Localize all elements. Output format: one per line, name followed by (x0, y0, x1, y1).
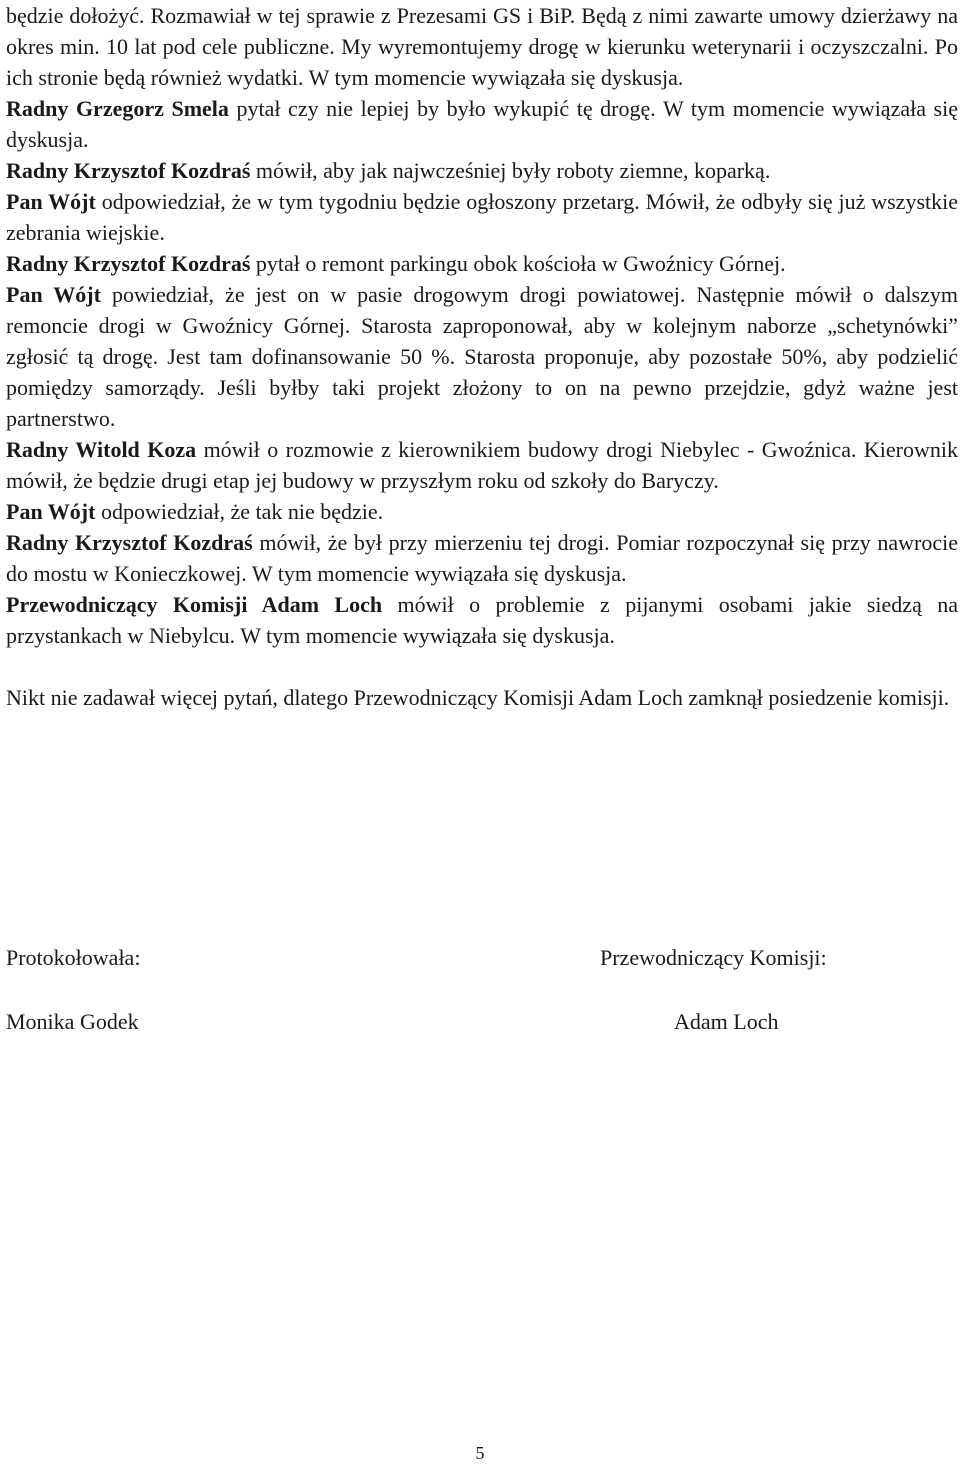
speaker-name: Pan Wójt (6, 499, 96, 524)
signature-right-name: Adam Loch (674, 1009, 779, 1034)
speaker-name: Radny Krzysztof Kozdraś (6, 530, 253, 555)
speaker-name: Radny Grzegorz Smela (6, 96, 229, 121)
paragraph-text: odpowiedział, że tak nie będzie. (95, 499, 384, 524)
page-number: 5 (475, 1443, 485, 1463)
signature-right-label: Przewodniczący Komisji: (600, 945, 827, 970)
paragraph (6, 589, 958, 651)
paragraph (6, 527, 958, 589)
paragraph-text: mówił o rozmowie z kierownikiem budowy drogi Niebylec - Gwoźnica. Kierownik mówił, że będzie drugi etap jej budowy w przyszłym roku od szkoły do Baryczy. (6, 437, 958, 493)
paragraph-text: pytał o remont parkingu obok kościoła w Gwoźnicy Górnej. (250, 251, 786, 276)
spacer (6, 651, 958, 682)
paragraph-text: mówił, aby jak najwcześniej były roboty ziemne, koparką. (250, 158, 771, 183)
paragraph-text: mówił o problemie z pijanymi osobami jakie siedzą na przystankach w Niebylcu. W tym momencie wywiązała się dyskusja. (6, 592, 958, 648)
paragraph-text: pytał czy nie lepiej by było wykupić tę drogę. W tym momencie wywiązała się dyskusja. (6, 96, 958, 152)
paragraph (6, 496, 958, 527)
paragraph-text: odpowiedział, że w tym tygodniu będzie ogłoszony przetarg. Mówił, że odbyły się już wszystkie zebrania wiejskie. (6, 189, 958, 245)
speaker-name: Pan Wójt (6, 189, 96, 214)
document-page (6, 0, 958, 713)
paragraph (6, 434, 958, 496)
paragraph-text: powiedział, że jest on w pasie drogowym drogi powiatowej. Następnie mówił o dalszym remoncie drogi w Gwoźnicy Górnej. Starosta zaproponował, aby w kolejnym naborze „schetynówki” zgłosić tą drogę. Jest tam dofinansowanie 50 %. Starosta proponuje, aby pozostałe 50%, aby podzielić pomiędzy samorządy. Jeśli byłby taki projekt złożony to on na pewno przejdzie, gdyż ważne jest partnerstwo. (6, 282, 958, 431)
speaker-name: Radny Witold Koza (6, 437, 197, 462)
speaker-name: Pan Wójt (6, 282, 101, 307)
signature-left-label: Protokołowała: (6, 945, 141, 970)
paragraph (6, 0, 958, 93)
speaker-name: Przewodniczący Komisji Adam Loch (6, 592, 383, 617)
closing-paragraph: Nikt nie zadawał więcej pytań, dlatego Przewodniczący Komisji Adam Loch zamknął posiedzenie komisji. (6, 685, 950, 710)
paragraph (6, 155, 958, 186)
paragraph (6, 248, 958, 279)
signature-left-name: Monika Godek (6, 1009, 139, 1034)
paragraph-text: mówił, że był przy mierzeniu tej drogi. Pomiar rozpoczynał się przy nawrocie do mostu w Konieczkowej. W tym momencie wywiązała się dyskusja. (6, 530, 958, 586)
paragraph-text: będzie dołożyć. Rozmawiał w tej sprawie z Prezesami GS i BiP. Będą z nimi zawarte umowy dzierżawy na okres min. 10 lat pod cele publiczne. My wyremontujemy drogę w kierunku weterynarii i oczyszczalni. Po ich stronie będą również wydatki. W tym momencie wywiązała się dyskusja. (6, 3, 958, 90)
paragraph (6, 93, 958, 155)
paragraph (6, 186, 958, 248)
paragraph (6, 279, 958, 434)
speaker-name: Radny Krzysztof Kozdraś (6, 251, 251, 276)
speaker-name: Radny Krzysztof Kozdraś (6, 158, 251, 183)
